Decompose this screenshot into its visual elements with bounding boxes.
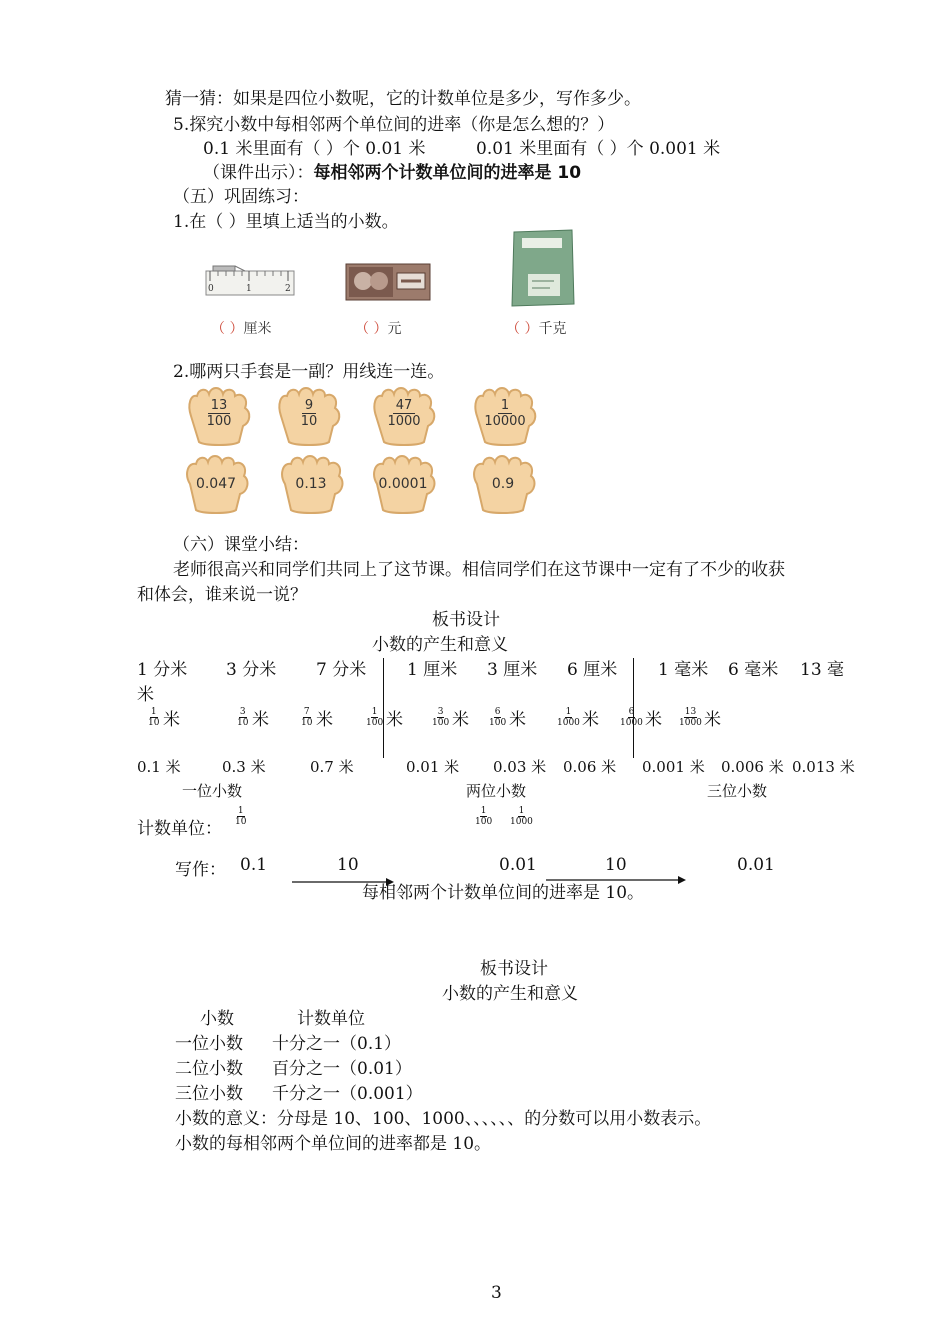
glove-fraction-3[interactable]: $\frac{47}{1000}$: [368, 386, 440, 448]
board1-decimal-9: 0.013 米: [792, 758, 855, 776]
ruler-tick-0: 0: [208, 284, 214, 294]
glove-decimal-2[interactable]: 0.13: [275, 452, 347, 514]
section6-heading: （六）课堂小结：: [173, 535, 309, 555]
glove-fraction-4[interactable]: $\frac{1}{10000}$: [469, 386, 541, 448]
ex1-blank-bag[interactable]: （ ）: [506, 321, 539, 337]
ex1-blank-ruler[interactable]: （ ）: [211, 321, 244, 337]
ex1-blank-banknote[interactable]: （ ）: [355, 321, 388, 337]
exercise2-text: 2.哪两只手套是一副？用线连一连。: [173, 362, 445, 382]
board1-count-unit-1: $\frac{1}{10}$: [235, 806, 247, 827]
glove-decimal-4[interactable]: 0.9: [467, 452, 539, 514]
item5-title: 5.探究小数中每相邻两个单位间的进率（你是怎么想的？）: [173, 115, 615, 135]
board1-write-value-2: 10: [337, 855, 359, 875]
board1-write-value-1: 0.1: [240, 855, 268, 875]
ex1-label-banknote: （ ）元: [355, 321, 402, 337]
board2-row-1-kind: 一位小数: [175, 1034, 243, 1054]
board1-write-label: 写作：: [175, 860, 226, 880]
summary-paragraph-line1: 老师很高兴和同学们共同上了这节课。相信同学们在这节课中一定有了不少的收获: [173, 560, 785, 580]
board2-header-col1: 小数: [200, 1009, 234, 1029]
ex1-label-bag: （ ）千克: [506, 321, 567, 337]
glove-fraction-2[interactable]: $\frac{9}{10}$: [273, 386, 345, 448]
courseware-note: [203, 158, 581, 183]
board1-rate-note: 每相邻两个计数单位间的进率是 10。: [362, 883, 645, 903]
board1-subtitle: 小数的产生和意义: [372, 635, 508, 655]
board1-length-6: 6 厘米: [567, 660, 618, 680]
board2-row-2-unit: 百分之一（0.01）: [272, 1059, 412, 1079]
banknote-image: [345, 263, 431, 301]
board2-row-3-unit: 千分之一（0.001）: [272, 1084, 423, 1104]
board1-decimal-3: 0.7 米: [310, 758, 354, 776]
glove-fraction-1[interactable]: $\frac{13}{100}$: [183, 386, 255, 448]
bag-image: [510, 228, 576, 308]
board2-row-2-kind: 二位小数: [175, 1059, 243, 1079]
board1-count-unit-2: $\frac{1}{100}$: [475, 806, 493, 827]
board1-length-8: 6 毫米: [728, 660, 779, 680]
board2-meaning: 小数的意义：分母是 10、100、1000、、、、、、的分数可以用小数表示。: [175, 1109, 712, 1129]
glove-decimal-1[interactable]: 0.047: [180, 452, 252, 514]
exercise1-text: 1.在（ ）里填上适当的小数。: [173, 212, 399, 232]
board2-title: 板书设计: [480, 959, 548, 979]
board1-group-2: 两位小数: [466, 782, 527, 800]
ex1-label-ruler: （ ）厘米: [211, 321, 272, 337]
board2-rate: 小数的每相邻两个单位间的进率都是 10。: [175, 1134, 492, 1154]
board1-length-3: 7 分米: [316, 660, 367, 680]
board1-count-unit-label: 计数单位：: [137, 819, 222, 839]
board1-length-5: 3 厘米: [487, 660, 538, 680]
board1-group-3: 三位小数: [707, 782, 768, 800]
board1-title: 板书设计: [432, 610, 500, 630]
section5-heading: （五）巩固练习：: [173, 187, 309, 207]
board1-decimal-5: 0.03 米: [493, 758, 547, 776]
board1-length-9: 13 毫: [800, 660, 845, 680]
page-number: 3: [491, 1283, 502, 1303]
summary-paragraph-line2: 和体会，谁来说一说？: [137, 585, 307, 605]
guess-line: 猜一猜：如果是四位小数呢，它的计数单位是多少，写作多少。: [165, 89, 641, 109]
ruler-tick-1: 1: [246, 284, 252, 294]
board1-write-value-5: 0.01: [737, 855, 775, 875]
board1-decimal-4: 0.01 米: [406, 758, 460, 776]
board1-decimal-7: 0.001 米: [642, 758, 705, 776]
board1-decimal-6: 0.06 米: [563, 758, 617, 776]
board2-row-1-unit: 十分之一（0.1）: [272, 1034, 402, 1054]
board1-length-1: 1 分米: [137, 660, 188, 680]
courseware-text: 每相邻两个计数单位间的进率是 10: [313, 163, 582, 183]
board1-length-4: 1 厘米: [407, 660, 458, 680]
ruler-tick-2: 2: [285, 284, 291, 294]
courseware-prefix: （课件出示）：: [203, 163, 314, 183]
board1-length-2: 3 分米: [226, 660, 277, 680]
board2-row-3-kind: 三位小数: [175, 1084, 243, 1104]
board2-header-col2: 计数单位: [297, 1009, 365, 1029]
board1-decimal-1: 0.1 米: [137, 758, 181, 776]
board1-write-value-3: 0.01: [499, 855, 537, 875]
board1-count-unit-3: $\frac{1}{1000}$: [510, 806, 533, 827]
board1-decimal-8: 0.006 米: [721, 758, 784, 776]
ruler-image: [205, 263, 295, 299]
board2-subtitle: 小数的产生和意义: [442, 984, 578, 1004]
item5-question-2: 0.01 米里面有（ ）个 0.001 米: [476, 139, 721, 159]
glove-decimal-3[interactable]: 0.0001: [367, 452, 439, 514]
board1-group-1: 一位小数: [182, 782, 243, 800]
board1-length-7: 1 毫米: [658, 660, 709, 680]
item5-question-1: 0.1 米里面有（ ）个 0.01 米: [203, 139, 426, 159]
board1-write-value-4: 10: [605, 855, 627, 875]
board1-decimal-2: 0.3 米: [222, 758, 266, 776]
board1-length-wrap: 米: [137, 685, 154, 705]
